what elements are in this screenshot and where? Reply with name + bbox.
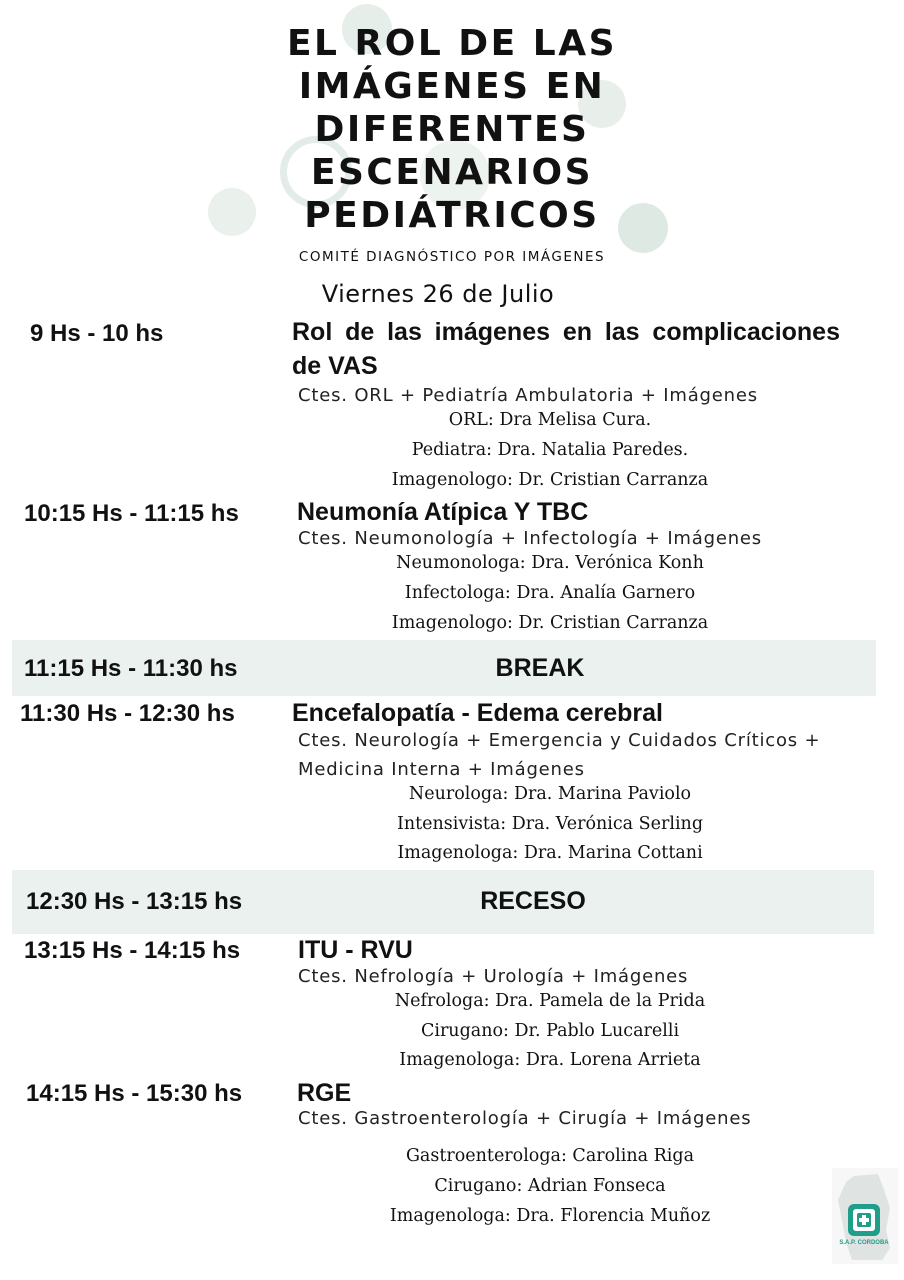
logo-text: S.A.P. CORDOBA (839, 1240, 889, 1246)
speaker-name: Infectologa: Dra. Analía Garnero (404, 583, 696, 603)
event-date: Viernes 26 de Julio (321, 280, 555, 308)
sap-cordoba-logo (832, 1168, 898, 1264)
province-map-icon (832, 1168, 898, 1264)
session-topic: Neumonía Atípica Y TBC (297, 498, 589, 526)
speaker-name: Cirugano: Dr. Pablo Lucarelli (420, 1021, 680, 1041)
speaker-name: ORL: Dra Melisa Cura. (448, 410, 652, 430)
session-committees: Ctes. Gastroenterología + Cirugía + Imágenes (298, 1108, 752, 1129)
session-topic: Encefalopatía - Edema cerebral (292, 699, 663, 727)
speaker-name: Pediatra: Dra. Natalia Paredes. (411, 440, 689, 460)
recess-label: RECESO (480, 887, 586, 915)
page-subtitle: COMITÉ DIAGNÓSTICO POR IMÁGENES (298, 249, 606, 265)
session-time: 13:15 Hs - 14:15 hs (24, 937, 241, 964)
speaker-name: Cirugano: Adrian Fonseca (434, 1176, 666, 1196)
break-time: 11:15 Hs - 11:30 hs (24, 655, 238, 682)
page-title: EL ROL DE LAS IMÁGENES EN DIFERENTES ESCENARIOS PEDIÁTRICOS (286, 23, 618, 236)
speaker-name: Neumonologa: Dra. Verónica Konh (396, 553, 704, 573)
session-time: 14:15 Hs - 15:30 hs (26, 1080, 243, 1107)
speaker-name: Nefrologa: Dra. Pamela de la Prida (394, 991, 706, 1011)
session-time: 9 Hs - 10 hs (30, 320, 164, 347)
speaker-name: Gastroenterologa: Carolina Riga (405, 1146, 695, 1166)
session-time: 11:30 Hs - 12:30 hs (20, 700, 235, 727)
session-committees: Ctes. Neurología + Emergencia y Cuidados Críticos + Medicina Interna + Imágenes (298, 730, 821, 780)
speaker-name: Intensivista: Dra. Verónica Serling (396, 814, 704, 834)
recess-time: 12:30 Hs - 13:15 hs (26, 888, 243, 915)
speaker-name: Imagenologa: Dra. Lorena Arrieta (399, 1050, 701, 1070)
session-topic: ITU - RVU (298, 936, 413, 964)
session-topic: Rol de las imágenes en las complicaciones de VAS (292, 318, 840, 380)
session-committees: Ctes. Neumonología + Infectología + Imágenes (298, 528, 762, 549)
speaker-name: Imagenologa: Dra. Florencia Muñoz (389, 1206, 711, 1226)
break-label: BREAK (495, 654, 585, 682)
session-committees: Ctes. Nefrología + Urología + Imágenes (298, 966, 689, 987)
session-time: 10:15 Hs - 11:15 hs (24, 500, 239, 527)
speaker-name: Imagenologa: Dra. Marina Cottani (397, 843, 703, 863)
session-committees: Ctes. ORL + Pediatría Ambulatoria + Imágenes (298, 385, 758, 406)
speaker-name: Neurologa: Dra. Marina Paviolo (408, 784, 692, 804)
speaker-name: Imagenologo: Dr. Cristian Carranza (391, 470, 709, 490)
session-topic: RGE (297, 1079, 352, 1107)
speaker-name: Imagenologo: Dr. Cristian Carranza (391, 613, 709, 633)
